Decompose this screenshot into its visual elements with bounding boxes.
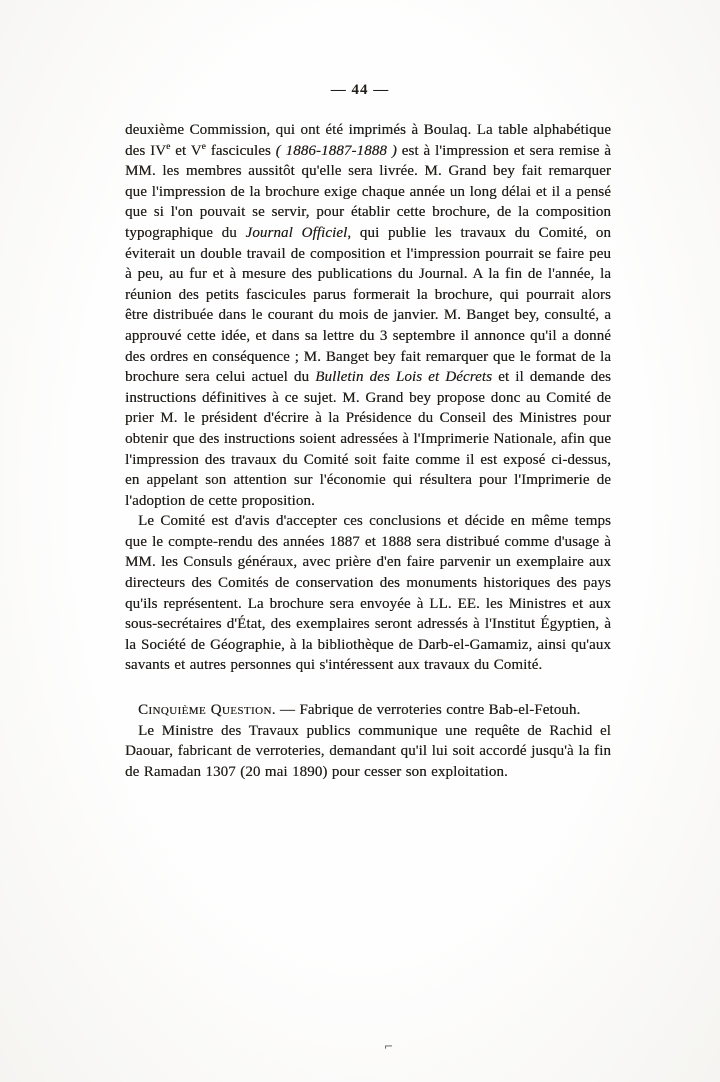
text-segment: et V	[170, 142, 202, 159]
text-segment: et il demande des instructions définitives à ce sujet. M. Grand bey propose donc au Comité de prier M. le président d'écrire à la Présidence du Conseil des Ministres pour obtenir que des instructions soient adressées à l'Imprimerie Nationale, afin que l'impression des travaux du Comité soit faite comme il est exposé ci-dessus, en appelant son attention sur l'économie qui résultera pour l'Imprimerie de l'adoption de cette proposition.	[125, 369, 611, 509]
paragraph-comite-decision	[125, 511, 611, 676]
text-segment: e	[166, 141, 171, 152]
paragraph-continuation	[125, 120, 611, 511]
page-body	[125, 120, 611, 782]
text-segment: Le Comité est d'avis d'accepter ces conclusions et décide en même temps que le compte-rendu des années 1887 et 1888 sera distribué comme d'usage à MM. les Consuls généraux, avec prière d'en faire parvenir un exemplaire aux directeurs des Comités de conservation des monuments historiques des pays qu'ils représentent. La brochure sera envoyée à LL. EE. les Ministres et aux sous-secrétaires d'État, des exemplaires seront adressés à l'Institut Égyptien, à la Société de Géographie, à la bibliothèque de Darb-el-Gamamiz, ainsi qu'aux savants et autres personnes qui s'intéressent aux travaux du Comité.	[125, 513, 611, 674]
paragraph-ministre-travaux	[125, 721, 611, 783]
printer-mark: ⌐	[384, 1040, 394, 1053]
text-segment: Bulletin des Lois et Décrets	[315, 369, 493, 386]
text-segment: ( 1886-1887-1888 )	[275, 142, 397, 159]
text-segment: Le Ministre des Travaux publics communique une requête de Rachid el Daouar, fabricant de verroteries, demandant qu'il lui soit accordé jusqu'à la fin de Ramadan 1307 (20 mai 1890) pour cesser son exploitation.	[125, 722, 611, 780]
section-heading-cinquieme-question	[125, 700, 611, 721]
text-segment: fascicules	[205, 142, 276, 159]
text-segment: Cinquième Question	[138, 702, 272, 719]
text-segment: est à l'impression et sera remise à MM. les membres aussitôt qu'elle sera livrée. M. Grand bey fait remarquer que l'impression de la brochure exige chaque année un long délai et il a pensé que si l'on pouvait se servir, pour établir cette brochure, de la composition typographique du	[125, 142, 611, 241]
text-segment: deuxième Commission, qui ont été imprimés à Boulaq. La table alphabétique des IV	[125, 122, 611, 159]
text-segment: Journal Officiel	[245, 224, 348, 241]
text-segment: . — Fabrique de verroteries contre Bab-el-Fetouh.	[271, 702, 581, 719]
text-segment: e	[201, 141, 206, 152]
text-segment: , qui publie les travaux du Comité, on éviterait un double travail de composition et l'impression pourrait se faire peu à peu, au fur et à mesure des publications du Journal. A la fin de l'année, la réunion des petits fascicules parus formerait la brochure, qui pourrait alors être distribuée dans le courant du mois de janvier. M. Banget bey, consulté, a approuvé cette idée, et dans sa lettre du 3 septembre il annonce qu'il a donné des ordres en conséquence ; M. Banget bey fait remarquer que le format de la brochure sera celui actuel du	[125, 224, 611, 386]
page-number: — 44 —	[330, 82, 390, 98]
